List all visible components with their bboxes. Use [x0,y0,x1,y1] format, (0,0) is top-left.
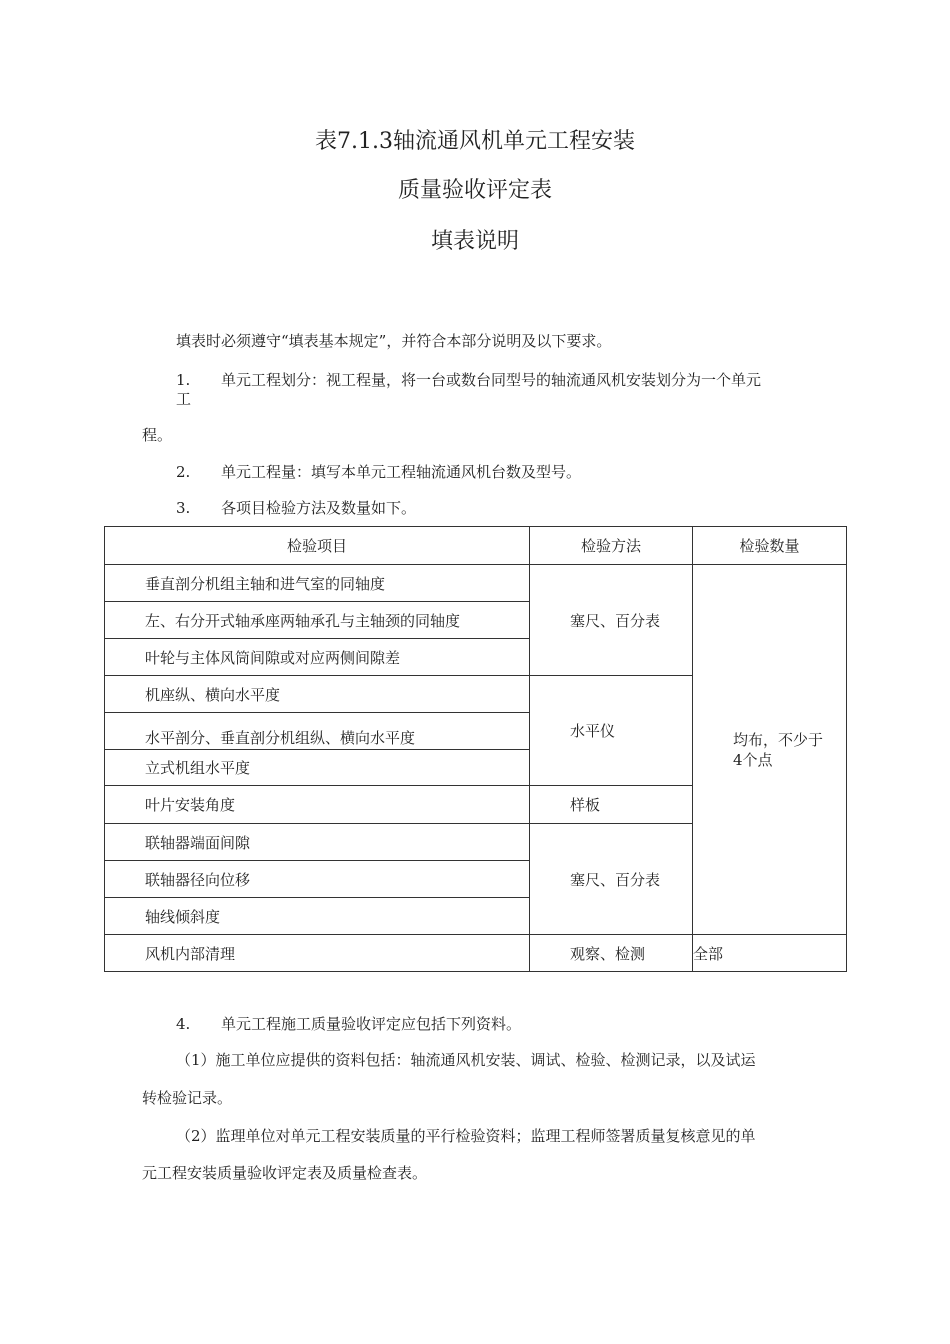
item-2-text: 单元工程量：填写本单元工程轴流通风机台数及型号。 [221,463,582,481]
item-1 [176,370,761,390]
doc-subtitle: 质量验收评定表 [397,178,552,203]
table-cell-method: 样板 [530,786,693,824]
sub-item-1: （1）施工单位应提供的资料包括：轴流通风机安装、调试、检验、检测记录，以及试运 [176,1051,756,1069]
sub-item-1-continuation: 转检验记录。 [142,1089,233,1107]
header-item: 检验项目 [105,527,530,565]
table-cell-method: 观察、检测 [530,935,693,972]
table-cell-item: 垂直剖分机组主轴和进气室的同轴度 [105,565,530,602]
intro-paragraph: 填表时必须遵守“填表基本规定”，并符合本部分说明及以下要求。 [176,332,612,350]
sub-item-2-continuation: 元工程安装质量验收评定表及质量检查表。 [142,1164,428,1182]
item-1-text: 单元工程划分：视工程量，将一台或数台同型号的轴流通风机安装划分为一个单元 [221,371,762,389]
table-row [105,565,847,602]
table-cell-item: 立式机组水平度 [105,750,530,786]
table-cell-item: 风机内部清理 [105,935,530,972]
table-cell-item: 水平剖分、垂直剖分机组纵、横向水平度 [105,713,530,750]
item-4 [176,1014,521,1034]
item-3-text: 各项目检验方法及数量如下。 [221,499,417,517]
table-header-row [105,527,847,565]
item-4-number: 4. [176,1015,191,1033]
doc-title: 表7.1.3轴流通风机单元工程安装 [315,129,635,154]
table-cell-item: 轴线倾斜度 [105,898,530,935]
item-1-tail: 工 [176,390,192,408]
sub-item-2: （2）监理单位对单元工程安装质量的平行检验资料；监理工程师签署质量复核意见的单 [176,1127,756,1145]
table-cell-item: 机座纵、横向水平度 [105,676,530,713]
table-cell-method: 塞尺、百分表 [530,824,693,935]
table-cell-item: 叶片安装角度 [105,786,530,824]
header-quantity: 检验数量 [693,527,847,565]
item-2-number: 2. [176,463,191,481]
quantity-line-1: 均布，不少于 [733,730,824,749]
item-4-text: 单元工程施工质量验收评定应包括下列资料。 [221,1015,522,1033]
quantity-line-2: 4个点 [733,750,773,769]
doc-section-title: 填表说明 [430,229,519,254]
table-row [105,935,847,972]
item-1-continuation: 程。 [142,426,173,444]
table-cell-item: 联轴器端面间隙 [105,824,530,861]
item-2 [176,462,581,482]
item-3-number: 3. [176,499,191,517]
item-3 [176,498,416,518]
item-1-number: 1. [176,371,191,389]
table-cell-quantity: 全部 [693,935,847,972]
inspection-table [104,526,847,972]
table-cell-quantity [693,565,847,935]
table-cell-item: 联轴器径向位移 [105,861,530,898]
table-cell-item: 左、右分开式轴承座两轴承孔与主轴颈的同轴度 [105,602,530,639]
header-method: 检验方法 [530,527,693,565]
table-cell-item: 叶轮与主体风筒间隙或对应两侧间隙差 [105,639,530,676]
table-cell-method: 塞尺、百分表 [530,565,693,676]
table-cell-method: 水平仪 [530,676,693,786]
